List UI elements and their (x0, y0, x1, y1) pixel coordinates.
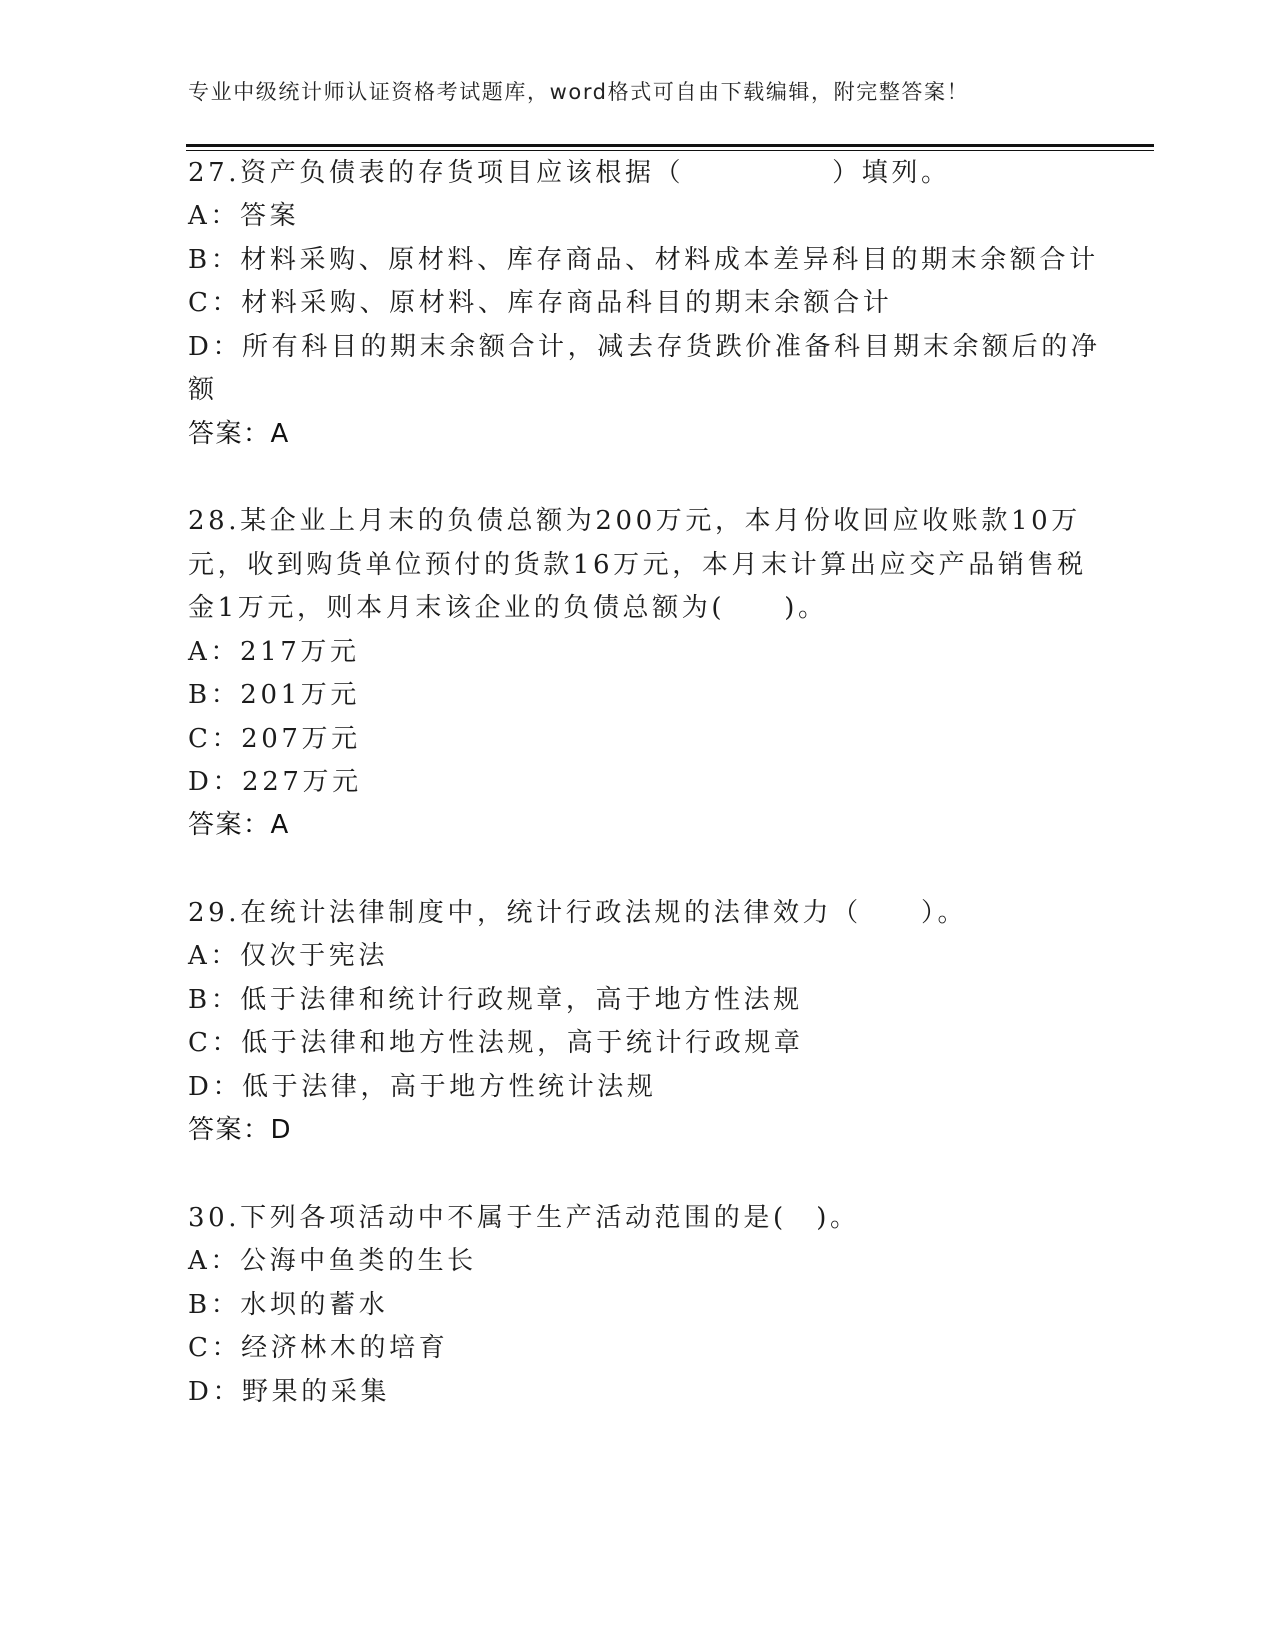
page-header: 专业中级统计师认证资格考试题库，word格式可自由下载编辑，附完整答案！ (188, 80, 970, 104)
question-29-option-b: B：低于法律和统计行政规章，高于地方性法规 (188, 985, 803, 1015)
question-28-stem-line-1: 28.某企业上月末的负债总额为200万元，本月份收回应收账款10万 (188, 506, 1081, 536)
question-28-option-c: C：207万元 (188, 724, 361, 754)
question-27-option-c: C：材料采购、原材料、库存商品科目的期末余额合计 (188, 288, 893, 318)
question-28-option-d: D：227万元 (188, 767, 362, 797)
question-28-answer: 答案：A (188, 810, 290, 840)
question-28-option-b: B：201万元 (188, 680, 360, 710)
question-28-stem-line-3: 金1万元，则本月末该企业的负债总额为( )。 (188, 593, 828, 623)
question-30-stem: 30.下列各项活动中不属于生产活动范围的是( )。 (188, 1203, 860, 1233)
question-27-option-d: D：所有科目的期末余额合计，减去存货跌价准备科目期末余额后的净 (188, 332, 1101, 362)
question-27-stem: 27.资产负债表的存货项目应该根据（ ）填列。 (188, 158, 951, 188)
question-29-stem: 29.在统计法律制度中，统计行政法规的法律效力（ ）。 (188, 898, 968, 928)
question-29-option-c: C：低于法律和地方性法规，高于统计行政规章 (188, 1028, 804, 1058)
question-28-option-a: A：217万元 (188, 637, 360, 667)
question-28-stem-line-2: 元，收到购货单位预付的货款16万元，本月末计算出应交产品销售税 (188, 550, 1087, 580)
question-27-option-d-cont: 额 (188, 375, 218, 405)
header-divider-thick (186, 144, 1154, 147)
question-30-option-b: B：水坝的蓄水 (188, 1290, 389, 1320)
question-29-option-d: D：低于法律，高于地方性统计法规 (188, 1072, 657, 1102)
question-27-answer: 答案：A (188, 419, 290, 449)
question-29-option-a: A：仅次于宪法 (188, 941, 388, 971)
header-divider-thin (186, 150, 1154, 151)
question-30-option-d: D：野果的采集 (188, 1377, 391, 1407)
question-29-answer: 答案：D (188, 1115, 293, 1145)
question-30-option-c: C：经济林木的培育 (188, 1333, 449, 1363)
question-27-option-a: A：答案 (188, 201, 300, 231)
question-27-option-b: B：材料采购、原材料、库存商品、材料成本差异科目的期末余额合计 (188, 245, 1099, 275)
question-30-option-a: A：公海中鱼类的生长 (188, 1246, 477, 1276)
